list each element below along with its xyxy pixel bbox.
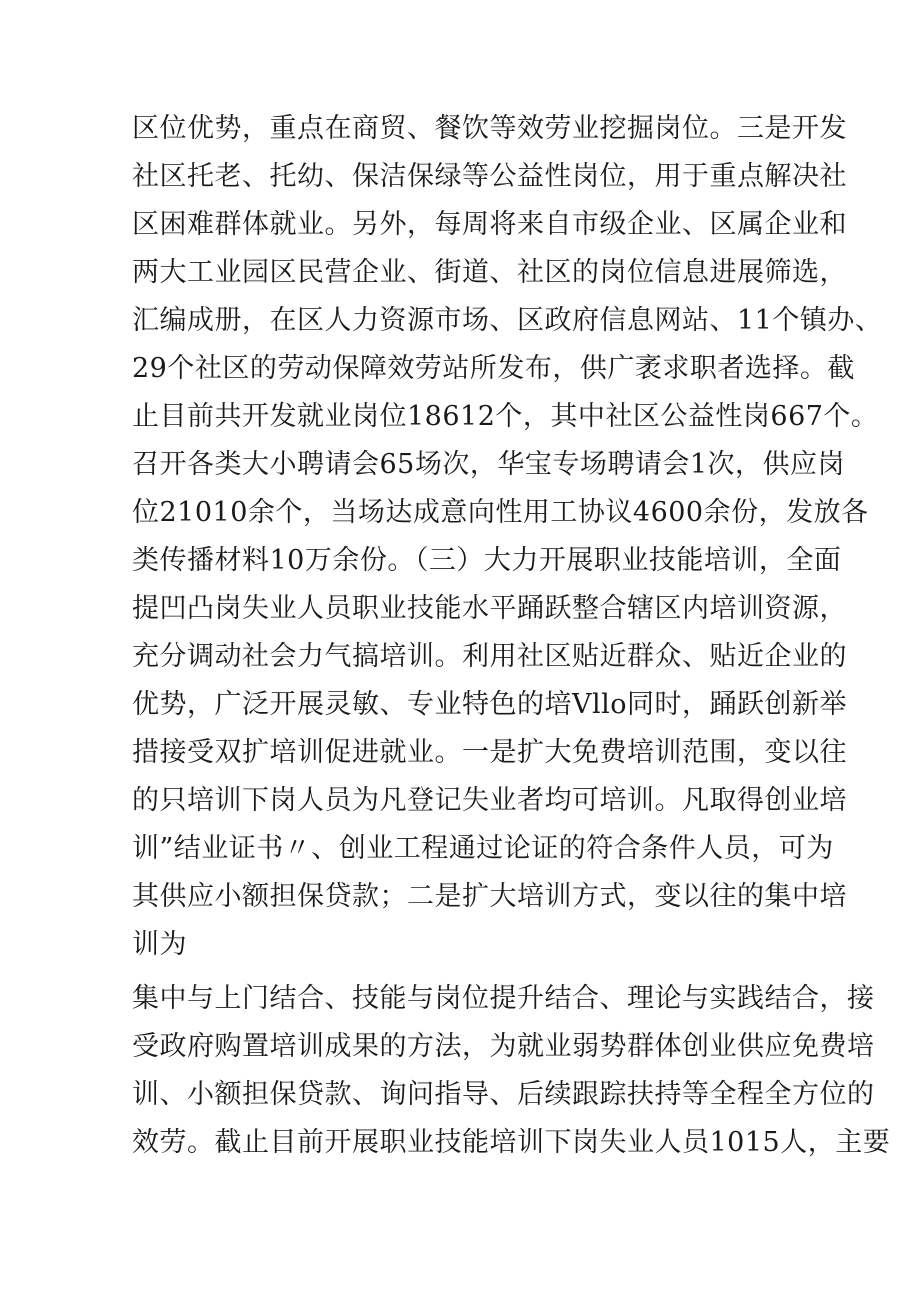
- text-line: 29个社区的劳动保障效劳站所发布，供广袤求职者选择。截: [132, 353, 855, 384]
- text-line: 训”结业证书〃、创业工程通过论证的符合条件人员，可为: [132, 833, 834, 864]
- text-line: 提凹凸岗失业人员职业技能水平踊跃整合辖区内培训资源，: [132, 593, 847, 624]
- text-line: 两大工业园区民营企业、街道、社区的岗位信息进展筛选，: [132, 257, 847, 288]
- text-line: 受政府购置培训成果的方法，为就业弱势群体创业供应免费培: [132, 1031, 875, 1062]
- text-line: 召开各类大小聘请会65场次，华宝专场聘请会1次，供应岗: [132, 449, 846, 480]
- text-line: 位21010余个，当场达成意向性用工协议4600余份，发放各: [132, 497, 869, 528]
- text-line: 的只培训下岗人员为凡登记失业者均可培训。凡取得创业培: [132, 785, 847, 816]
- text-line: 类传播材料10万余份。（三）大力开展职业技能培训，全面: [132, 545, 842, 576]
- text-line: 汇编成册，在区人力资源市场、区政府信息网站、11个镇办、: [132, 305, 883, 336]
- text-line: 区困难群体就业。另外，每周将来自市级企业、区属企业和: [132, 209, 847, 240]
- text-line: 效劳。截止目前开展职业技能培训下岗失业人员1015人，主要: [132, 1127, 891, 1158]
- text-line: 训、小额担保贷款、询问指导、后续跟踪扶持等全程全方位的: [132, 1079, 875, 1110]
- text-line: 社区托老、托幼、保洁保绿等公益性岗位，用于重点解决社: [132, 161, 847, 192]
- text-line: 区位优势，重点在商贸、餐饮等效劳业挖掘岗位。三是开发: [132, 113, 847, 144]
- text-line: 其供应小额担保贷款；二是扩大培训方式，变以往的集中培: [132, 881, 847, 912]
- text-line: 充分调动社会力气搞培训。利用社区贴近群众、贴近企业的: [132, 641, 847, 672]
- text-line: 集中与上门结合、技能与岗位提升结合、理论与实践结合，接: [132, 983, 875, 1014]
- text-line: 措接受双扩培训促进就业。一是扩大免费培训范围，变以往: [132, 737, 847, 768]
- text-line: 训为: [132, 929, 187, 960]
- text-line: 止目前共开发就业岗位18612个，其中社区公益性岗667个。: [132, 401, 879, 432]
- text-line: 优势，广泛开展灵敏、专业特色的培Vllo同时，踊跃创新举: [132, 689, 848, 720]
